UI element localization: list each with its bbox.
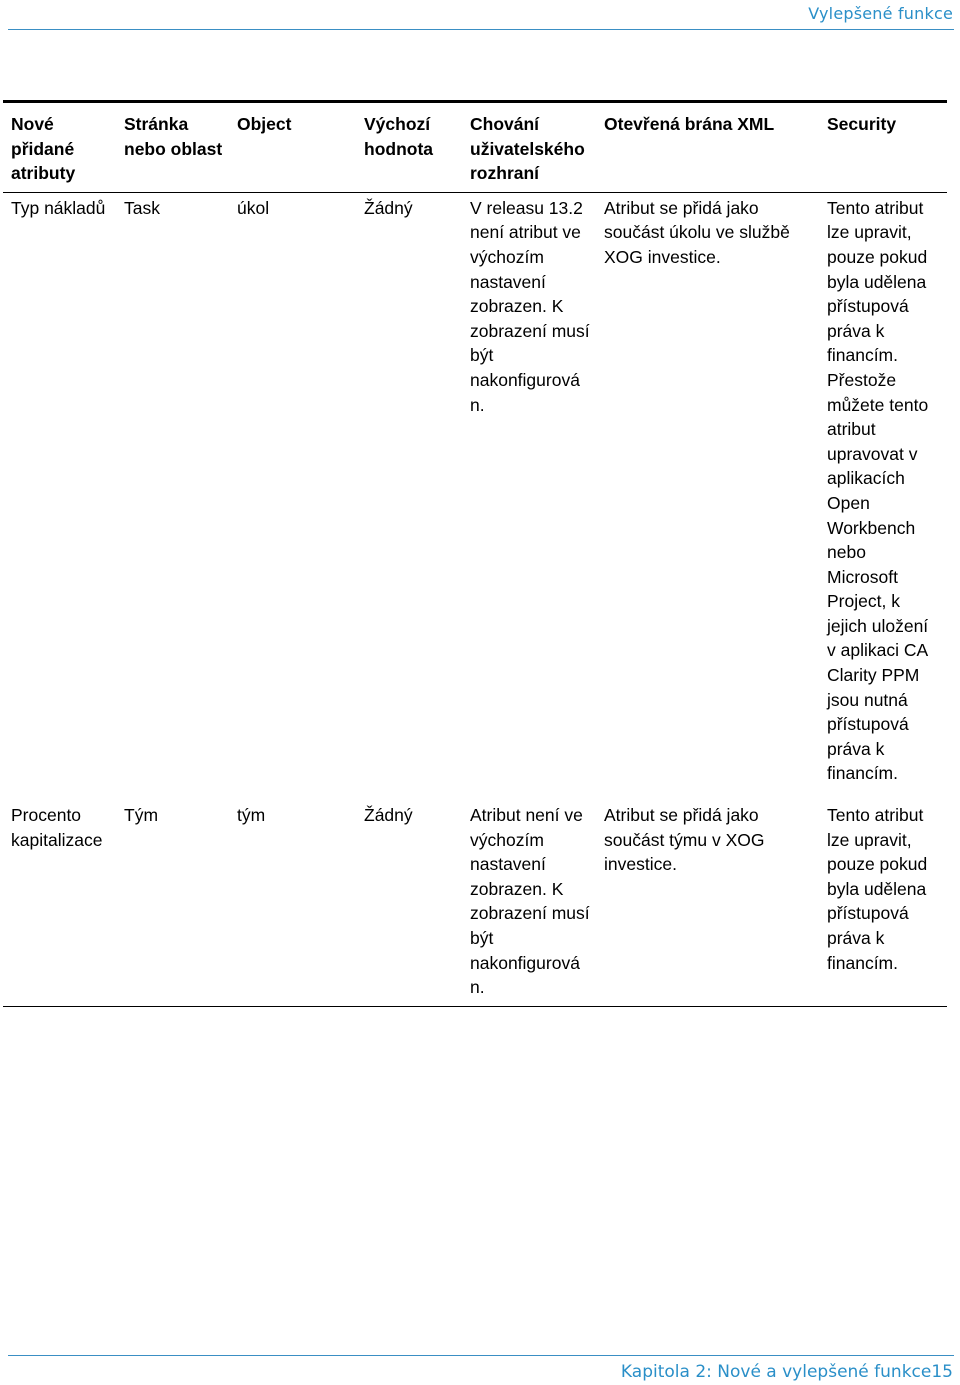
table-header-row <box>3 102 947 193</box>
table-row <box>3 800 947 1006</box>
cell-ui-behavior: Atribut není ve výchozím nastavení zobrazen. K zobrazení musí být nakonfigurová n. <box>470 805 590 998</box>
column-header-security: Security <box>827 114 897 134</box>
column-header-default: Výchozí hodnota <box>364 114 434 159</box>
cell-xog: Atribut se přidá jako součást týmu v XOG investice. <box>604 805 765 875</box>
cell-default: Žádný <box>364 805 413 826</box>
header-divider <box>8 29 954 30</box>
cell-object: úkol <box>237 197 270 218</box>
cell-page: Task <box>124 197 160 218</box>
cell-security: Tento atribut lze upravit, pouze pokud byla udělena přístupová práva k financím. Přestože můžete tento atribut upravovat v aplikacích Open Workbench nebo Microsoft Project, k jejich uložení v aplikaci CA Clarity PPM jsou nutná přístupová práva k financím. <box>827 197 929 784</box>
cell-ui-behavior: V releasu 13.2 není atribut ve výchozím nastavení zobrazen. K zobrazení musí být nakonfigurová n. <box>470 197 590 415</box>
column-header-object: Object <box>237 114 292 134</box>
attributes-table <box>3 100 947 1007</box>
column-header-page: Stránka nebo oblast <box>124 114 223 159</box>
cell-security: Tento atribut lze upravit, pouze pokud byla udělena přístupová práva k financím. <box>827 805 928 973</box>
column-header-ui-behavior: Chování uživatelského rozhraní <box>470 114 585 184</box>
column-header-attribute: Nové přidané atributy <box>11 114 76 184</box>
table-row <box>3 192 947 800</box>
cell-attribute: Typ nákladů <box>11 197 106 218</box>
running-footer: Kapitola 2: Nové a vylepšené funkce15 <box>620 1362 953 1382</box>
cell-default: Žádný <box>364 197 413 218</box>
column-header-xog: Otevřená brána XML <box>604 114 775 134</box>
running-header-title: Vylepšené funkce <box>808 4 953 23</box>
footer-divider <box>8 1355 954 1356</box>
cell-page: Tým <box>124 805 159 826</box>
cell-xog: Atribut se přidá jako součást úkolu ve službě XOG investice. <box>604 197 790 267</box>
cell-object: tým <box>237 805 266 826</box>
cell-attribute: Procento kapitalizace <box>11 805 103 850</box>
